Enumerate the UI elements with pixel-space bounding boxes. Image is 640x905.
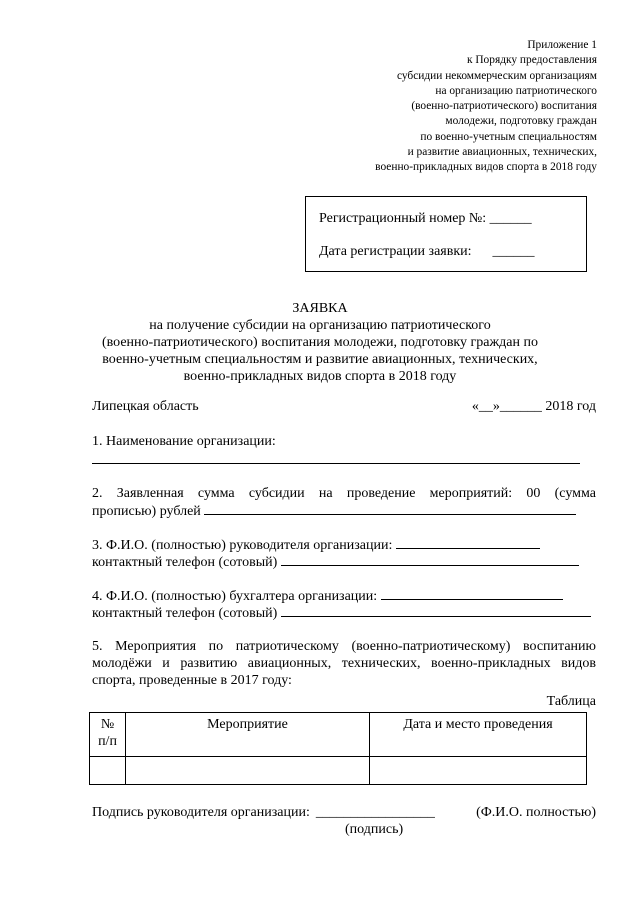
section-5-line-3: спорта, проведенные в 2017 году: <box>92 673 292 688</box>
section-2-line-2 <box>92 503 576 520</box>
column-header-number-line-2: п/п <box>98 734 117 749</box>
signature-field[interactable]: _________________ <box>315 805 435 820</box>
signature-label: Подпись руководителя организации: <box>92 805 310 820</box>
section-3-phone-label: контактный телефон (сотовый) <box>92 555 278 570</box>
column-header-event: Мероприятие <box>126 713 370 757</box>
annex-line: молодежи, подготовку граждан <box>445 115 597 128</box>
table-header-row <box>90 713 587 757</box>
annex-line: по военно-учетным специальностям <box>420 130 597 143</box>
section-5-line-2: молодёжи и развитию авиационных, технических, военно-прикладных видов <box>92 656 596 671</box>
subsidy-amount-words-field[interactable] <box>204 503 576 515</box>
application-date-field[interactable]: «__»______ 2018 год <box>471 399 596 414</box>
signature-sublabel: (подпись) <box>345 822 404 837</box>
section-1-label: 1. Наименование организации: <box>92 434 276 449</box>
region-date-row <box>92 399 596 415</box>
section-3-line-1 <box>92 537 540 554</box>
events-table <box>89 712 587 785</box>
registration-date-blank: ______ <box>492 244 535 259</box>
column-header-number <box>90 713 126 757</box>
column-header-number-line-1: № <box>100 717 115 732</box>
title-heading: ЗАЯВКА <box>292 301 348 316</box>
application-title <box>60 300 580 385</box>
registration-number-field[interactable]: Регистрационный номер №: ______ <box>319 211 532 226</box>
registration-date-label: Дата регистрации заявки: <box>319 244 472 259</box>
accountant-name-field[interactable] <box>381 588 563 600</box>
annex-line: к Порядку предоставления <box>466 54 597 67</box>
director-phone-field[interactable] <box>281 554 579 566</box>
region-label: Липецкая область <box>92 399 199 414</box>
section-4-line-2 <box>92 605 591 622</box>
signature-row <box>92 805 596 821</box>
section-3-line-2 <box>92 554 579 571</box>
annex-line: (военно-патриотического) воспитания <box>411 100 597 113</box>
table-cell-number[interactable] <box>90 757 126 785</box>
table-caption: Таблица <box>546 694 596 709</box>
director-name-field[interactable] <box>396 537 540 549</box>
title-line: военно-учетным специальностям и развитие авиационных, технических, <box>102 352 538 367</box>
annex-line: субсидии некоммерческим организациям <box>396 69 597 82</box>
table-cell-event[interactable] <box>126 757 370 785</box>
accountant-phone-field[interactable] <box>281 605 591 617</box>
annex-line: на организацию патриотического <box>435 84 597 97</box>
column-header-date-place: Дата и место проведения <box>370 713 587 757</box>
section-4-line-1 <box>92 588 563 605</box>
annex-header <box>375 38 597 176</box>
registration-box <box>305 196 587 272</box>
section-4-phone-label: контактный телефон (сотовый) <box>92 606 278 621</box>
section-5-line-1: 5. Мероприятия по патриотическому (военно-патриотическому) воспитанию <box>92 639 596 654</box>
registration-date-field[interactable] <box>319 244 535 260</box>
table-cell-date-place[interactable] <box>370 757 587 785</box>
section-4-label: 4. Ф.И.О. (полностью) бухгалтера организации: <box>92 589 378 604</box>
title-line: на получение субсидии на организацию патриотического <box>149 318 491 333</box>
annex-line: военно-прикладных видов спорта в 2018 году <box>375 161 597 174</box>
title-line: военно-прикладных видов спорта в 2018 году <box>183 369 457 384</box>
organization-name-field[interactable] <box>92 463 580 464</box>
signature-fio-note: (Ф.И.О. полностью) <box>476 805 596 820</box>
annex-line: и развитие авиационных, технических, <box>407 146 597 159</box>
section-2-amount-label: прописью) рублей <box>92 504 201 519</box>
section-2-line-1: 2. Заявленная сумма субсидии на проведение мероприятий: 00 (сумма <box>92 486 596 501</box>
table-row <box>90 757 587 785</box>
annex-line: Приложение 1 <box>527 39 597 51</box>
section-3-label: 3. Ф.И.О. (полностью) руководителя организации: <box>92 538 393 553</box>
title-line: (военно-патриотического) воспитания молодежи, подготовку граждан по <box>102 335 538 350</box>
